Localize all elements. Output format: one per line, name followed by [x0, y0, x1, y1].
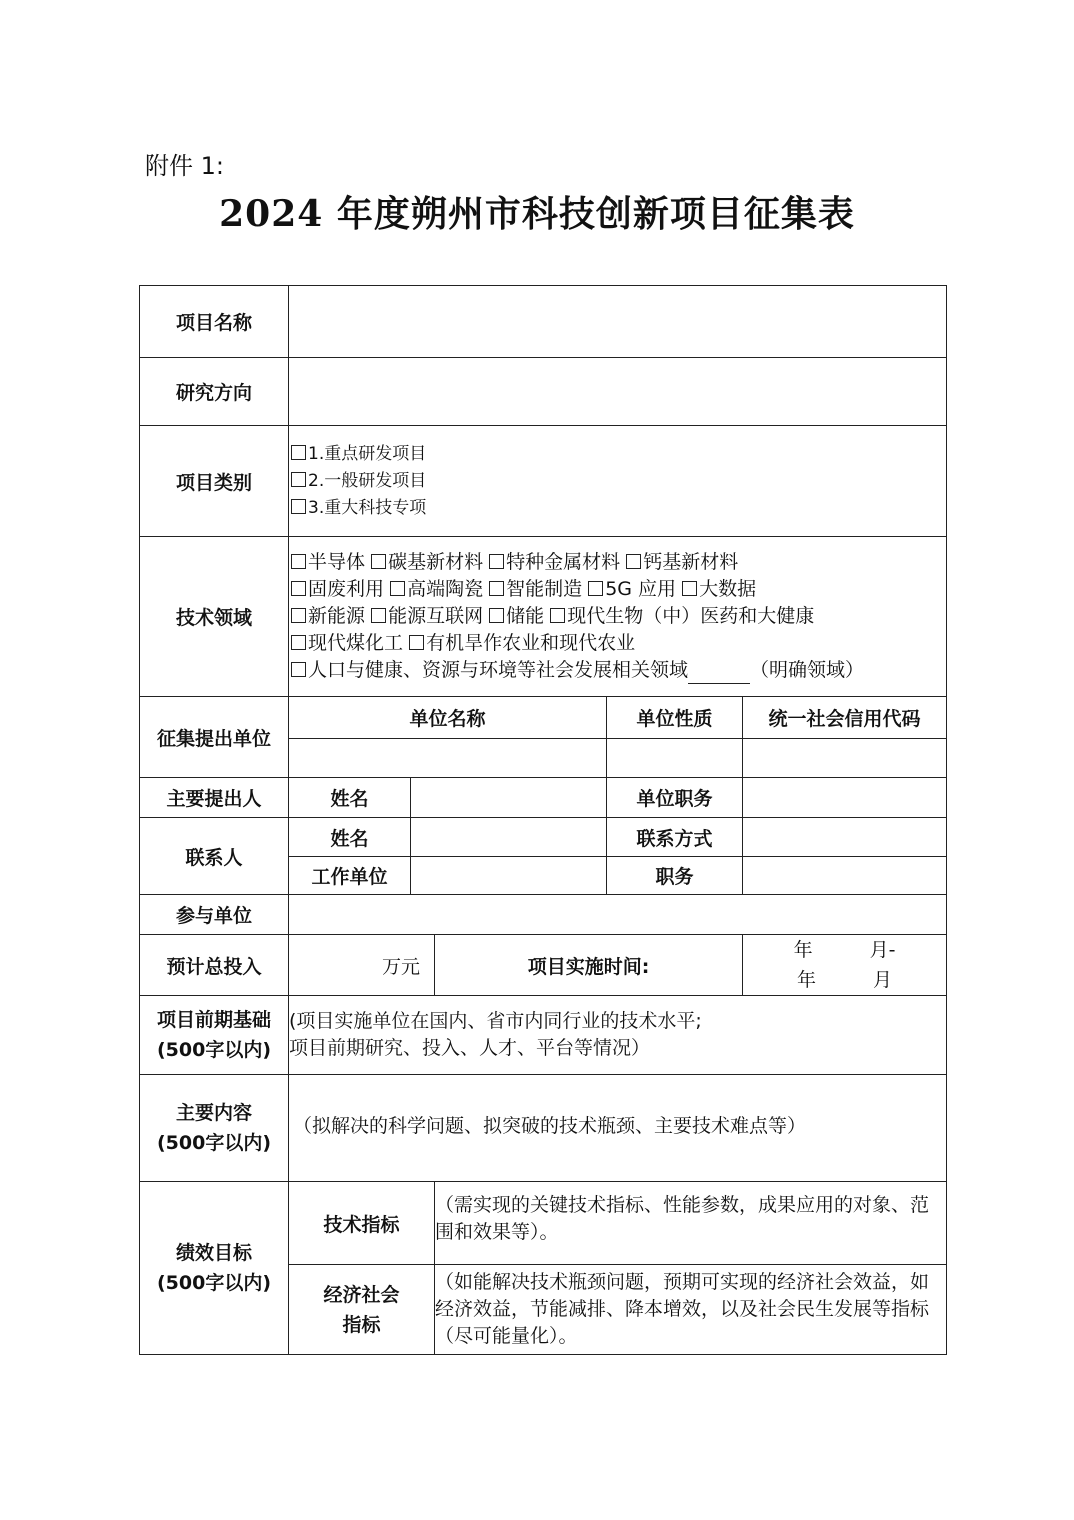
- checkbox-icon[interactable]: [291, 499, 306, 514]
- category-option[interactable]: 2.一般研发项目: [291, 468, 946, 495]
- basis-hint-line1: (项目实施单位在国内、省市内同行业的技术水平;: [289, 1010, 702, 1032]
- basis-field[interactable]: [289, 996, 947, 1075]
- research-direction-label: 研究方向: [140, 358, 289, 426]
- tech-indicator-label: 技术指标: [289, 1182, 435, 1265]
- participant-field[interactable]: [289, 895, 947, 935]
- checkbox-icon[interactable]: [550, 608, 565, 623]
- tech-field-options: [289, 537, 947, 697]
- basis-hint-line2: 项目前期研究、投入、人才、平台等情况）: [289, 1037, 651, 1059]
- tech-field-option[interactable]: 现代生物（中）医药和大健康: [567, 605, 815, 627]
- investment-label: 预计总投入: [140, 935, 289, 996]
- contact-name-label: 姓名: [289, 818, 411, 857]
- unit-nature-header: 单位性质: [607, 697, 743, 739]
- content-field[interactable]: [289, 1075, 947, 1182]
- checkbox-icon[interactable]: [682, 581, 697, 596]
- proposer-name-field[interactable]: [411, 778, 607, 818]
- category-option[interactable]: 1.重点研发项目: [291, 441, 946, 468]
- tech-field-option[interactable]: 储能: [506, 605, 545, 627]
- tech-field-option[interactable]: 半导体: [308, 551, 366, 573]
- checkbox-icon[interactable]: [489, 608, 504, 623]
- contact-method-field[interactable]: [743, 818, 947, 857]
- project-category-label: 项目类别: [140, 426, 289, 537]
- credit-code-header: 统一社会信用代码: [743, 697, 947, 739]
- checkbox-icon[interactable]: [291, 581, 306, 596]
- contact-name-field[interactable]: [411, 818, 607, 857]
- project-category-options: [289, 426, 947, 537]
- performance-label: 绩效目标 (500字以内): [140, 1182, 289, 1355]
- research-direction-field[interactable]: [289, 358, 947, 426]
- checkbox-icon[interactable]: [291, 472, 306, 487]
- checkbox-icon[interactable]: [626, 554, 641, 569]
- checkbox-icon[interactable]: [409, 635, 424, 650]
- investment-unit: 万元: [381, 955, 420, 978]
- contact-workplace-label: 工作单位: [289, 857, 411, 895]
- attachment-label: 附件 1:: [145, 152, 224, 180]
- tech-field-option[interactable]: 固废利用: [308, 578, 385, 600]
- contact-duty-label: 职务: [607, 857, 743, 895]
- checkbox-icon[interactable]: [291, 554, 306, 569]
- tech-field-option[interactable]: 钙基新材料: [643, 551, 739, 573]
- unit-label: 征集提出单位: [140, 697, 289, 778]
- tech-field-label: 技术领域: [140, 537, 289, 697]
- proposer-position-field[interactable]: [743, 778, 947, 818]
- time-end: 年 月: [797, 969, 893, 991]
- tech-field-option[interactable]: 人口与健康、资源与环境等社会发展相关领域: [308, 659, 689, 681]
- tech-field-option[interactable]: 现代煤化工: [308, 632, 404, 654]
- contact-label: 联系人: [140, 818, 289, 895]
- project-name-label: 项目名称: [140, 286, 289, 358]
- unit-name-header: 单位名称: [289, 697, 607, 739]
- proposer-label: 主要提出人: [140, 778, 289, 818]
- contact-duty-field[interactable]: [743, 857, 947, 895]
- content-hint: （拟解决的科学问题、拟突破的技术瓶颈、主要技术难点等）: [293, 1114, 807, 1137]
- econ-indicator-hint: （如能解决技术瓶颈问题，预期可实现的经济社会效益，如经济效益，节能减排、降本增效，以及社会民生发展等指标（尽可能量化）。: [435, 1271, 930, 1347]
- econ-indicator-label: 经济社会 指标: [289, 1265, 435, 1355]
- tech-indicator-field[interactable]: [435, 1182, 947, 1265]
- project-collection-form: [139, 285, 947, 1355]
- tech-field-option[interactable]: 特种金属材料: [506, 551, 621, 573]
- unit-nature-field[interactable]: [607, 739, 743, 778]
- contact-workplace-field[interactable]: [411, 857, 607, 895]
- checkbox-icon[interactable]: [371, 554, 386, 569]
- checkbox-icon[interactable]: [291, 445, 306, 460]
- category-option[interactable]: 3.重大科技专项: [291, 495, 946, 522]
- specify-field-hint: （明确领域）: [750, 659, 865, 681]
- project-name-field[interactable]: [289, 286, 947, 358]
- checkbox-icon[interactable]: [291, 608, 306, 623]
- proposer-name-label: 姓名: [289, 778, 411, 818]
- unit-name-field[interactable]: [289, 739, 607, 778]
- proposer-position-label: 单位职务: [607, 778, 743, 818]
- checkbox-icon[interactable]: [588, 581, 603, 596]
- content-label: 主要内容 (500字以内): [140, 1075, 289, 1182]
- tech-field-option[interactable]: 新能源: [308, 605, 366, 627]
- participant-label: 参与单位: [140, 895, 289, 935]
- checkbox-icon[interactable]: [489, 581, 504, 596]
- tech-field-option[interactable]: 碳基新材料: [388, 551, 484, 573]
- checkbox-icon[interactable]: [489, 554, 504, 569]
- time-start: 年 月-: [793, 939, 896, 961]
- tech-indicator-hint: （需实现的关键技术指标、性能参数，成果应用的对象、范围和效果等）。: [435, 1194, 930, 1243]
- credit-code-field[interactable]: [743, 739, 947, 778]
- specify-field-blank[interactable]: [688, 667, 750, 684]
- contact-method-label: 联系方式: [607, 818, 743, 857]
- tech-field-option[interactable]: 5G 应用: [605, 578, 677, 600]
- tech-field-option[interactable]: 智能制造: [506, 578, 583, 600]
- tech-field-option[interactable]: 大数据: [699, 578, 757, 600]
- econ-indicator-field[interactable]: [435, 1265, 947, 1355]
- checkbox-icon[interactable]: [390, 581, 405, 596]
- checkbox-icon[interactable]: [371, 608, 386, 623]
- checkbox-icon[interactable]: [291, 635, 306, 650]
- basis-label: 项目前期基础 (500字以内): [140, 996, 289, 1075]
- implementation-time-field[interactable]: [743, 935, 947, 996]
- tech-field-option[interactable]: 能源互联网: [388, 605, 484, 627]
- investment-field[interactable]: [289, 935, 435, 996]
- tech-field-option[interactable]: 有机旱作农业和现代农业: [426, 632, 636, 654]
- implementation-time-label: 项目实施时间:: [435, 935, 743, 996]
- tech-field-option[interactable]: 高端陶瓷: [407, 578, 484, 600]
- checkbox-icon[interactable]: [291, 662, 306, 677]
- form-title: 2024 年度朔州市科技创新项目征集表: [219, 193, 855, 235]
